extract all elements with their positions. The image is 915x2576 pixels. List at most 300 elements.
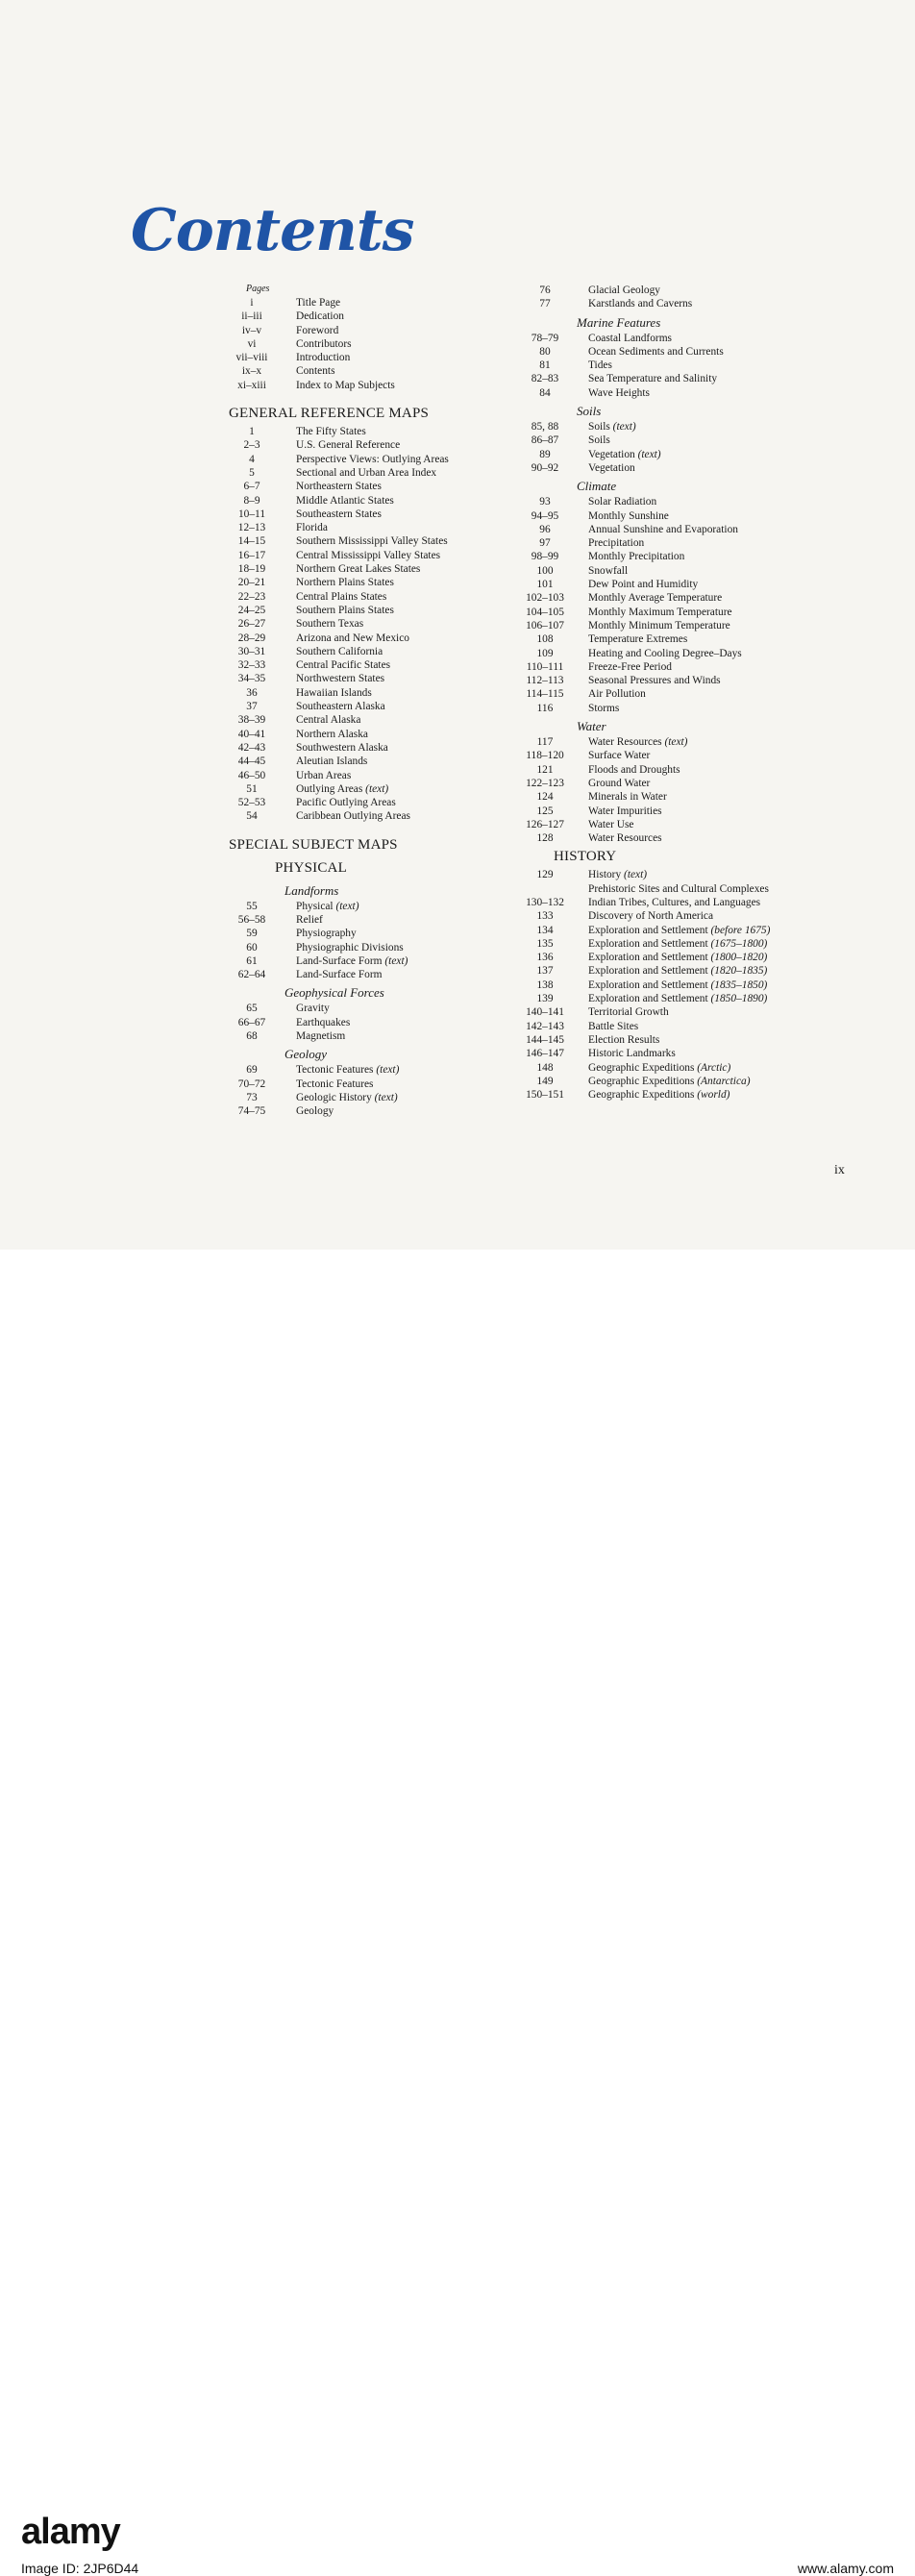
contents-entry bbox=[229, 927, 536, 940]
page-number: 100 bbox=[536, 564, 554, 577]
entry-title-group bbox=[296, 438, 400, 452]
page-number: xi–xiii bbox=[237, 379, 266, 391]
page-number: 109 bbox=[536, 647, 554, 659]
entry-title-group bbox=[588, 763, 680, 777]
contents-entry bbox=[229, 1016, 536, 1029]
page-number: 12–13 bbox=[237, 522, 266, 534]
page-number: 70–72 bbox=[237, 1077, 266, 1090]
entry-title: Water Resources bbox=[588, 736, 662, 749]
page-number: 20–21 bbox=[237, 577, 266, 589]
entry-title-group bbox=[588, 992, 767, 1005]
entry-title: Vegetation bbox=[588, 448, 635, 460]
contents-entry bbox=[507, 805, 815, 818]
entry-title-group bbox=[296, 913, 323, 927]
contents-entry bbox=[507, 1061, 815, 1075]
contents-entry bbox=[229, 1029, 536, 1043]
entry-title: The Fifty States bbox=[296, 426, 366, 438]
entry-title: Northern Alaska bbox=[296, 728, 368, 740]
entry-title: Monthly Sunshine bbox=[588, 509, 669, 522]
entry-title-group bbox=[588, 461, 635, 475]
entry-title: Index to Map Subjects bbox=[296, 379, 395, 391]
contents-section bbox=[507, 479, 815, 715]
page-number: 76 bbox=[539, 285, 551, 296]
entry-title-group bbox=[296, 796, 396, 809]
page-number: 18–19 bbox=[237, 563, 266, 576]
entry-title-group bbox=[588, 433, 610, 447]
contents-entry bbox=[229, 590, 536, 604]
page-title: Contents bbox=[131, 197, 414, 264]
entry-title-group bbox=[588, 632, 687, 646]
contents-entry bbox=[229, 1002, 536, 1015]
document-page bbox=[0, 0, 915, 1250]
page-number: 65 bbox=[246, 1003, 258, 1015]
entry-title-group bbox=[296, 700, 385, 713]
entry-title-group bbox=[588, 359, 612, 372]
entry-title: Land-Surface Form bbox=[296, 954, 383, 967]
entry-title: Territorial Growth bbox=[588, 1006, 669, 1019]
page-number: 62–64 bbox=[237, 969, 266, 981]
website-url: www.alamy.com bbox=[797, 2561, 894, 2576]
contents-entry bbox=[507, 702, 815, 715]
entry-title: Physiography bbox=[296, 928, 357, 940]
entry-title: Outlying Areas bbox=[296, 782, 363, 795]
page-number: 135 bbox=[536, 937, 554, 950]
contents-entry bbox=[229, 913, 536, 927]
section-gap bbox=[229, 396, 536, 406]
entry-title: Tectonic Features bbox=[296, 1064, 374, 1077]
page-number bbox=[507, 882, 582, 896]
page-number: 52–53 bbox=[237, 797, 266, 809]
page-number: i bbox=[250, 297, 254, 309]
contents-entry bbox=[229, 494, 536, 508]
contents-entry bbox=[229, 438, 536, 452]
section-heading: Geophysical Forces bbox=[284, 985, 384, 1001]
entry-title-group bbox=[296, 1091, 398, 1104]
contents-entry bbox=[507, 1075, 815, 1088]
contents-entry bbox=[507, 937, 815, 951]
entry-title-group bbox=[588, 495, 656, 508]
entry-title: Arizona and New Mexico bbox=[296, 632, 409, 644]
contents-entry bbox=[507, 591, 815, 605]
page-number: iv–v bbox=[241, 324, 262, 336]
contents-entry bbox=[507, 1005, 815, 1019]
page-number: 121 bbox=[536, 763, 554, 776]
entry-title: Monthly Maximum Temperature bbox=[588, 606, 732, 618]
entry-note: (Antarctica) bbox=[697, 1075, 751, 1087]
contents-entry bbox=[229, 379, 536, 392]
contents-entry bbox=[507, 1047, 815, 1060]
entry-title: Tectonic Features bbox=[296, 1077, 374, 1090]
contents-entry bbox=[507, 284, 815, 297]
contents-entry bbox=[229, 562, 536, 576]
entry-title-group bbox=[296, 604, 394, 617]
page-number: 80 bbox=[539, 345, 551, 358]
entry-title: Floods and Droughts bbox=[588, 763, 680, 776]
entry-title: Exploration and Settlement bbox=[588, 937, 708, 950]
entry-note: (text) bbox=[376, 1064, 400, 1077]
entry-note: (text) bbox=[612, 421, 636, 433]
entry-title-group bbox=[588, 564, 628, 578]
page-number: 24–25 bbox=[237, 604, 266, 616]
section-gap bbox=[229, 828, 536, 837]
entry-title: Election Results bbox=[588, 1033, 660, 1046]
contents-entry bbox=[229, 480, 536, 493]
entry-title-group bbox=[588, 372, 717, 385]
entry-title-group bbox=[588, 1061, 730, 1075]
contents-entry bbox=[507, 461, 815, 475]
page-number: 102–103 bbox=[526, 592, 564, 605]
page-number: 134 bbox=[536, 924, 554, 936]
entry-note: (text) bbox=[365, 782, 389, 795]
page-number: 28–29 bbox=[237, 632, 266, 644]
contents-entry bbox=[507, 735, 815, 749]
page-number: 124 bbox=[536, 791, 554, 804]
entry-title-group bbox=[296, 296, 340, 310]
section-heading: Soils bbox=[577, 404, 602, 419]
entry-title-group bbox=[588, 687, 646, 701]
entry-title-group bbox=[588, 1020, 638, 1033]
entry-title: U.S. General Reference bbox=[296, 439, 401, 452]
contents-entry bbox=[229, 364, 536, 378]
page-number: 6–7 bbox=[243, 481, 260, 493]
contents-entry bbox=[229, 741, 536, 755]
contents-entry bbox=[229, 941, 536, 954]
entry-note: (text) bbox=[374, 1091, 398, 1103]
contents-entry bbox=[507, 536, 815, 550]
page-number: 104–105 bbox=[526, 606, 564, 618]
entry-title: Southwestern Alaska bbox=[296, 741, 388, 754]
contents-entry bbox=[507, 1088, 815, 1102]
entry-title: Southern California bbox=[296, 645, 383, 657]
contents-entry bbox=[507, 632, 815, 646]
page-number: 125 bbox=[536, 805, 554, 817]
contents-entry bbox=[229, 604, 536, 617]
entry-title: Introduction bbox=[296, 352, 351, 364]
entry-title: Discovery of North America bbox=[588, 910, 714, 923]
section-heading: Landforms bbox=[284, 882, 339, 898]
contents-entry bbox=[229, 796, 536, 809]
page-number: 51 bbox=[246, 782, 258, 795]
contents-entry bbox=[507, 564, 815, 578]
entry-title: Storms bbox=[588, 702, 620, 714]
page-number: 61 bbox=[246, 954, 258, 967]
contents-entry bbox=[229, 1104, 536, 1118]
entry-title: Southeastern Alaska bbox=[296, 701, 385, 713]
entry-title-group bbox=[588, 386, 650, 400]
page-number: 5 bbox=[249, 466, 255, 479]
contents-entry bbox=[229, 713, 536, 727]
entry-title-group bbox=[588, 448, 661, 461]
page-number: 85, 88 bbox=[531, 421, 559, 433]
entry-title-group bbox=[588, 523, 738, 536]
entry-title: Magnetism bbox=[296, 1030, 346, 1043]
contents-entry bbox=[507, 882, 815, 896]
entry-title-group bbox=[588, 702, 619, 715]
entry-title-group bbox=[588, 345, 724, 359]
entry-title-group bbox=[296, 379, 395, 392]
contents-entry bbox=[229, 632, 536, 645]
entry-note: (text) bbox=[335, 900, 359, 912]
contents-section bbox=[229, 860, 536, 879]
entry-title: Historic Landmarks bbox=[588, 1048, 676, 1060]
entry-title-group bbox=[588, 578, 698, 591]
contents-entry bbox=[229, 672, 536, 685]
entry-title: Hawaiian Islands bbox=[296, 686, 372, 699]
entry-title-group bbox=[296, 1029, 345, 1043]
entry-title: Dew Point and Humidity bbox=[588, 579, 699, 591]
entry-title: Southern Mississippi Valley States bbox=[296, 535, 448, 548]
entry-title-group bbox=[588, 509, 669, 523]
contents-entry bbox=[507, 763, 815, 777]
entry-title-group bbox=[296, 941, 404, 954]
entry-title-group bbox=[588, 831, 662, 845]
entry-title-group bbox=[296, 645, 383, 658]
entry-title-group bbox=[588, 805, 662, 818]
page-number: 150–151 bbox=[526, 1089, 564, 1102]
contents-section bbox=[229, 985, 536, 1043]
contents-entry bbox=[229, 645, 536, 658]
page-number: 106–107 bbox=[526, 619, 564, 632]
entry-title: Aleutian Islands bbox=[296, 755, 368, 768]
entry-note: (Arctic) bbox=[697, 1061, 731, 1074]
entry-title-group bbox=[588, 749, 650, 762]
entry-title-group bbox=[588, 647, 742, 660]
page-number: 82–83 bbox=[531, 373, 559, 385]
entry-title-group bbox=[296, 954, 408, 968]
contents-entry bbox=[507, 909, 815, 923]
entry-title: Soils bbox=[588, 434, 610, 447]
contents-entry bbox=[507, 359, 815, 372]
entry-title: Monthly Minimum Temperature bbox=[588, 619, 730, 632]
entry-title-group bbox=[296, 658, 390, 672]
page-number: 36 bbox=[246, 686, 258, 699]
page-number: 122–123 bbox=[526, 777, 564, 789]
section-heading: PHYSICAL bbox=[275, 859, 347, 876]
contents-entry bbox=[229, 809, 536, 823]
entry-title: Ground Water bbox=[588, 777, 651, 789]
entry-title: Urban Areas bbox=[296, 769, 352, 781]
entry-title: Exploration and Settlement bbox=[588, 978, 708, 991]
contents-entry bbox=[229, 1063, 536, 1077]
entry-title: Perspective Views: Outlying Areas bbox=[296, 453, 449, 465]
page-number: 2–3 bbox=[243, 439, 260, 452]
contents-entry bbox=[229, 324, 536, 337]
entry-title: Temperature Extremes bbox=[588, 633, 688, 646]
contents-entry bbox=[507, 578, 815, 591]
contents-section bbox=[507, 719, 815, 845]
page-number: 116 bbox=[536, 702, 554, 714]
entry-title-group bbox=[588, 882, 769, 896]
page-number: 86–87 bbox=[531, 434, 559, 447]
entry-title: History bbox=[588, 869, 622, 881]
entry-title: Northeastern States bbox=[296, 481, 382, 493]
contents-entry bbox=[229, 351, 536, 364]
entry-title-group bbox=[296, 480, 382, 493]
entry-title: Battle Sites bbox=[588, 1020, 639, 1032]
entry-title-group bbox=[588, 550, 684, 563]
page-number: 90–92 bbox=[531, 461, 559, 474]
contents-entry bbox=[507, 332, 815, 345]
entry-title: Northern Plains States bbox=[296, 577, 394, 589]
entry-note: (before 1675) bbox=[710, 924, 771, 936]
entry-note: (text) bbox=[384, 954, 408, 967]
entry-title-group bbox=[296, 466, 436, 480]
page-number: 54 bbox=[246, 810, 258, 823]
entry-title-group bbox=[588, 735, 687, 749]
page-number: vi bbox=[247, 337, 257, 350]
entry-title-group bbox=[588, 674, 721, 687]
entry-title-group bbox=[296, 1063, 399, 1077]
contents-entry bbox=[507, 777, 815, 790]
entry-title-group bbox=[296, 425, 366, 438]
entry-title-group bbox=[588, 332, 672, 345]
entry-title-group bbox=[588, 591, 722, 605]
page-number: 69 bbox=[246, 1064, 258, 1077]
page-number: 94–95 bbox=[531, 509, 559, 522]
page-number: 146–147 bbox=[526, 1048, 564, 1060]
entry-title-group bbox=[588, 1033, 659, 1047]
entry-title-group bbox=[588, 978, 767, 992]
entry-title-group bbox=[588, 896, 760, 909]
page-number: 142–143 bbox=[526, 1020, 564, 1032]
contents-entry bbox=[507, 790, 815, 804]
contents-entry bbox=[229, 521, 536, 534]
page-number: 32–33 bbox=[237, 659, 266, 672]
entry-title: Foreword bbox=[296, 324, 339, 336]
page-number: 101 bbox=[536, 579, 554, 591]
entry-title: Wave Heights bbox=[588, 386, 650, 399]
entry-title: Geology bbox=[296, 1105, 334, 1118]
contents-entry bbox=[229, 968, 536, 981]
contents-entry bbox=[507, 448, 815, 461]
contents-entry bbox=[507, 951, 815, 964]
page-number: vii–viii bbox=[235, 352, 268, 364]
contents-entry bbox=[507, 674, 815, 687]
entry-title: Dedication bbox=[296, 310, 344, 323]
entry-title: Physiographic Divisions bbox=[296, 941, 404, 954]
page-number: ii–iii bbox=[241, 310, 262, 323]
contents-section bbox=[229, 396, 536, 824]
page-number: 96 bbox=[539, 523, 551, 535]
entry-title-group bbox=[296, 590, 386, 604]
contents-column-right bbox=[507, 284, 815, 1105]
entry-note: (world) bbox=[697, 1089, 730, 1102]
entry-title: Sectional and Urban Area Index bbox=[296, 466, 437, 479]
entry-title-group bbox=[296, 809, 410, 823]
page-number: 22–23 bbox=[237, 590, 266, 603]
contents-entry bbox=[507, 297, 815, 310]
page-number: 133 bbox=[536, 910, 554, 923]
entry-title-group bbox=[588, 909, 713, 923]
contents-entry bbox=[507, 924, 815, 937]
contents-entry bbox=[507, 978, 815, 992]
entry-title: Glacial Geology bbox=[588, 285, 660, 296]
contents-entry bbox=[507, 619, 815, 632]
page-number: 38–39 bbox=[237, 714, 266, 727]
entry-title-group bbox=[588, 777, 650, 790]
entry-title-group bbox=[296, 534, 448, 548]
entry-title-group bbox=[296, 337, 352, 351]
entry-title-group bbox=[588, 818, 633, 831]
page-number: 8–9 bbox=[243, 494, 260, 507]
contents-entry bbox=[507, 818, 815, 831]
contents-entry bbox=[507, 1033, 815, 1047]
contents-entry bbox=[229, 296, 536, 310]
entry-title: Snowfall bbox=[588, 564, 629, 577]
contents-entry bbox=[229, 700, 536, 713]
contents-entry bbox=[229, 617, 536, 631]
page-number: 112–113 bbox=[526, 675, 564, 687]
contents-entry bbox=[229, 425, 536, 438]
entry-title: Geographic Expeditions bbox=[588, 1061, 695, 1074]
entry-title: Freeze-Free Period bbox=[588, 660, 672, 673]
entry-title: Precipitation bbox=[588, 537, 645, 550]
page-number: 117 bbox=[536, 736, 554, 749]
contents-entry bbox=[229, 769, 536, 782]
contents-entry bbox=[507, 831, 815, 845]
entry-title-group bbox=[296, 508, 382, 521]
entry-title: Prehistoric Sites and Cultural Complexes bbox=[588, 882, 769, 895]
entry-title-group bbox=[296, 521, 328, 534]
page-number: 118–120 bbox=[526, 750, 564, 762]
entry-title: Central Mississippi Valley States bbox=[296, 549, 441, 561]
contents-entry bbox=[507, 647, 815, 660]
entry-title-group bbox=[588, 619, 730, 632]
contents-entry bbox=[507, 992, 815, 1005]
entry-title-group bbox=[588, 937, 767, 951]
contents-entry bbox=[229, 534, 536, 548]
entry-title-group bbox=[588, 297, 692, 310]
page-number: 81 bbox=[539, 359, 551, 372]
page-number: 74–75 bbox=[237, 1105, 266, 1118]
watermark-footer bbox=[0, 1250, 915, 2576]
contents-entry bbox=[229, 782, 536, 796]
entry-note: (1820–1835) bbox=[710, 965, 768, 978]
contents-entry bbox=[507, 372, 815, 385]
entry-title-group bbox=[296, 351, 350, 364]
page-number: 97 bbox=[539, 537, 551, 550]
page-number: ix bbox=[834, 1163, 845, 1177]
entry-title-group bbox=[296, 741, 388, 755]
entry-title-group bbox=[588, 951, 767, 964]
page-number: 66–67 bbox=[237, 1016, 266, 1028]
entry-title: Air Pollution bbox=[588, 688, 646, 701]
contents-entry bbox=[507, 420, 815, 433]
page-number: 46–50 bbox=[237, 769, 266, 781]
entry-title-group bbox=[296, 364, 335, 378]
page-number: 114–115 bbox=[526, 688, 564, 701]
entry-title: Northwestern States bbox=[296, 673, 385, 685]
entry-title: Exploration and Settlement bbox=[588, 924, 708, 936]
contents-entry bbox=[507, 550, 815, 563]
contents-entry bbox=[507, 509, 815, 523]
alamy-logo: alamy bbox=[21, 2512, 120, 2552]
entry-title: Relief bbox=[296, 913, 323, 926]
entry-title-group bbox=[588, 1088, 730, 1102]
entry-title-group bbox=[296, 713, 360, 727]
entry-title: Monthly Precipitation bbox=[588, 551, 685, 563]
entry-title: Caribbean Outlying Areas bbox=[296, 810, 410, 823]
contents-entry bbox=[507, 495, 815, 508]
entry-note: (1800–1820) bbox=[710, 952, 768, 964]
page-number: 149 bbox=[536, 1075, 554, 1087]
contents-section bbox=[507, 849, 815, 1102]
section-heading: SPECIAL SUBJECT MAPS bbox=[229, 836, 398, 853]
section-heading: HISTORY bbox=[554, 849, 617, 865]
contents-section bbox=[229, 883, 536, 982]
entry-title: Geologic History bbox=[296, 1091, 372, 1103]
page-number: 42–43 bbox=[237, 741, 266, 754]
